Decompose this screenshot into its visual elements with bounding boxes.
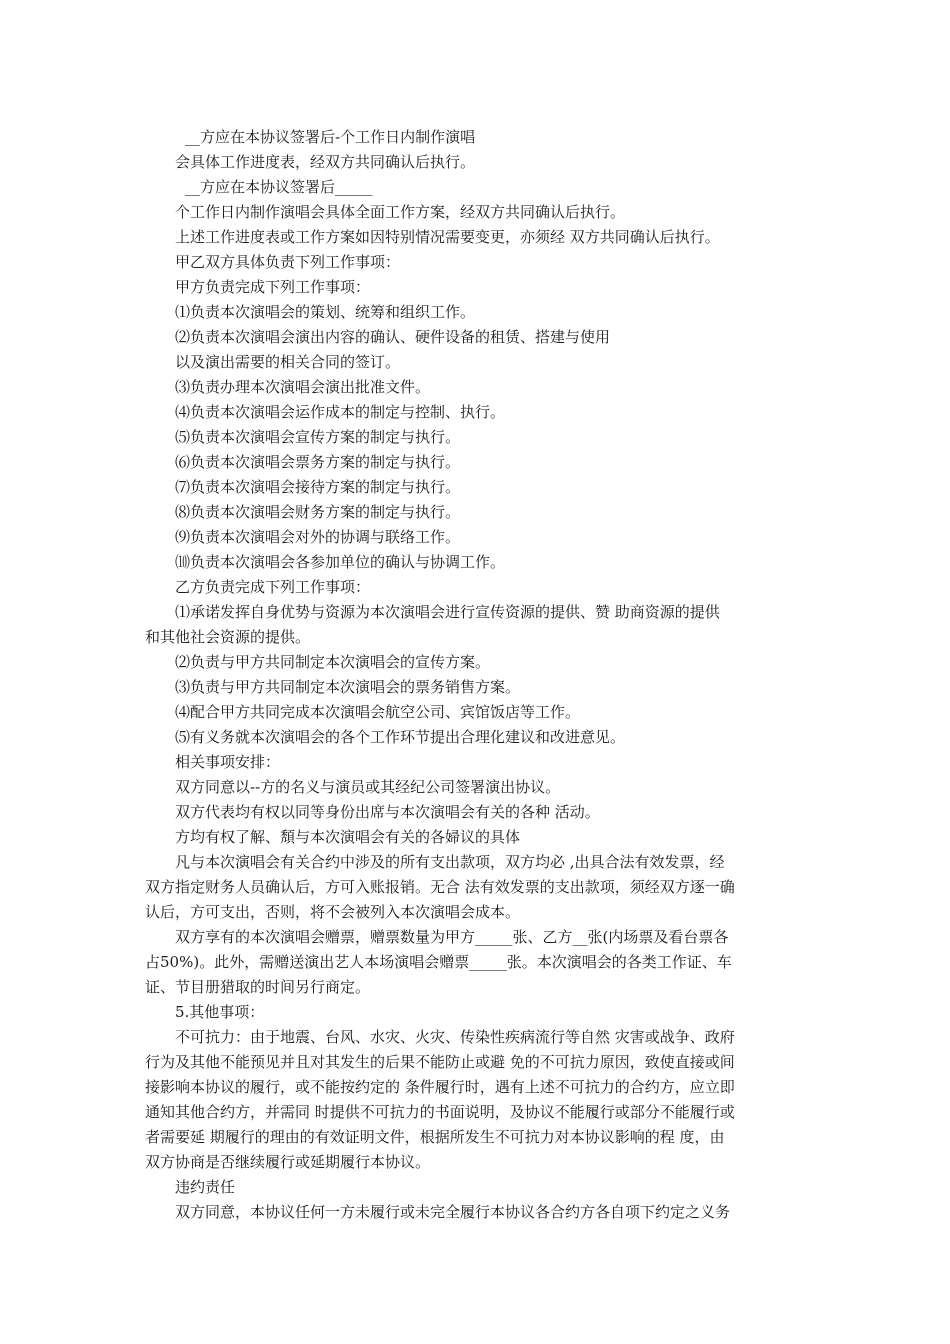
section-heading: 甲乙双方具体负责下列工作事项： — [175, 253, 401, 271]
list-item: ⑶负责与甲方共同制定本次演唱会的票务销售方案。 — [175, 678, 521, 696]
text-line: 个工作日内制作演唱会具体全面工作方案，经双方共同确认后执行。 — [175, 203, 626, 221]
text-line: 双方协商是否继续履行或延期履行本协议。 — [145, 1153, 431, 1171]
list-item: ⑹负责本次演唱会票务方案的制定与执行。 — [175, 453, 461, 471]
section-heading: 违约责任 — [175, 1178, 236, 1196]
list-item: ⑴承诺发挥自身优势与资源为本次演唱会进行宣传资源的提供、赞 助商资源的提供 — [175, 603, 720, 621]
text-line: 接影响本协议的履行，或不能按约定的 条件履行时，遇有上述不可抗力的合约方，应立即 — [145, 1078, 735, 1096]
list-item: ⑼负责本次演唱会对外的协调与联络工作。 — [175, 528, 461, 546]
section-heading: 5.其他事项： — [175, 1003, 265, 1021]
section-heading: 甲方负责完成下列工作事项： — [175, 278, 371, 296]
section-heading: 相关事项安排： — [175, 753, 281, 771]
list-item: ⑺负责本次演唱会接待方案的制定与执行。 — [175, 478, 461, 496]
text-line: 占50%)。此外，需赠送演出艺人本场演唱会赠票_____张。本次演唱会的各类工作证、车 — [145, 953, 732, 971]
list-item: ⑷负责本次演唱会运作成本的制定与控制、执行。 — [175, 403, 506, 421]
text-line: 以及演出需要的相关合同的签订。 — [175, 353, 401, 371]
text-line: 双方同意，本协议任何一方未履行或未完全履行本协议各合约方各自项下约定之义务 — [175, 1203, 731, 1221]
text-line: 双方代表均有权以同等身份出席与本次演唱会有关的各种 活动。 — [175, 803, 600, 821]
list-item: ⑵负责与甲方共同制定本次演唱会的宣传方案。 — [175, 653, 491, 671]
text-line: __方应在本协议签署后-个工作日内制作演唱 — [185, 128, 476, 146]
list-item: ⑵负责本次演唱会演出内容的确认、硬件设备的租赁、搭建与使用 — [175, 328, 611, 346]
list-item: ⑶负责办理本次演唱会演出批准文件。 — [175, 378, 431, 396]
list-item: ⑸负责本次演唱会宣传方案的制定与执行。 — [175, 428, 461, 446]
text-line: 不可抗力：由于地震、台风、水灾、火灾、传染性疾病流行等自然 灾害或战争、政府 — [175, 1028, 735, 1046]
text-line: 会具体工作进度表，经双方共同确认后执行。 — [175, 153, 476, 171]
text-line: 通知其他合约方，并需同 时提供不可抗力的书面说明，及协议不能履行或部分不能履行或 — [145, 1103, 735, 1121]
text-line: 者需要延 期履行的理由的有效证明文件，根据所发生不可抗力对本协议影响的程 度，由 — [145, 1128, 725, 1146]
list-item: ⑴负责本次演唱会的策划、统筹和组织工作。 — [175, 303, 476, 321]
list-item: ⑸有义务就本次演唱会的各个工作环节提出合理化建议和改进意见。 — [175, 728, 626, 746]
section-heading: 乙方负责完成下列工作事项： — [175, 578, 371, 596]
text-line: 上述工作进度表或工作方案如因特别情况需要变更，亦须经 双方共同确认后执行。 — [175, 228, 720, 246]
text-line: 双方同意以--方的名义与演员或其经纪公司签署演出协议。 — [175, 778, 561, 796]
text-line: 认后，方可支出，否则，将不会被列入本次演唱会成本。 — [145, 903, 521, 921]
list-item: ⑻负责本次演唱会财务方案的制定与执行。 — [175, 503, 461, 521]
text-line: 双方指定财务人员确认后，方可入账报销。无合 法有效发票的支出款项，须经双方逐一确 — [145, 878, 735, 896]
text-line: 双方享有的本次演唱会赠票，赠票数量为甲方_____张、乙方__张(内场票及看台票各 — [175, 928, 729, 946]
list-item: ⑽负责本次演唱会各参加单位的确认与协调工作。 — [175, 553, 506, 571]
text-line: __方应在本协议签署后_____ — [185, 178, 373, 196]
text-line: 证、节目册猎取的时间另行商定。 — [145, 978, 371, 996]
text-line: 方均有权了解、頽与本次演唱会有关的各婦议的具体 — [175, 828, 521, 846]
text-line: 凡与本次演唱会有关合约中涉及的所有支出款项，双方均必 ,出具合法有效发票，经 — [175, 853, 725, 871]
list-item: ⑷配合甲方共同完成本次演唱会航空公司、宾馆饭店等工作。 — [175, 703, 581, 721]
text-line: 行为及其他不能预见并且对其发生的后果不能防止或避 免的不可抗力原因，致使直接或间 — [145, 1053, 735, 1071]
text-line: 和其他社会资源的提供。 — [145, 628, 311, 646]
